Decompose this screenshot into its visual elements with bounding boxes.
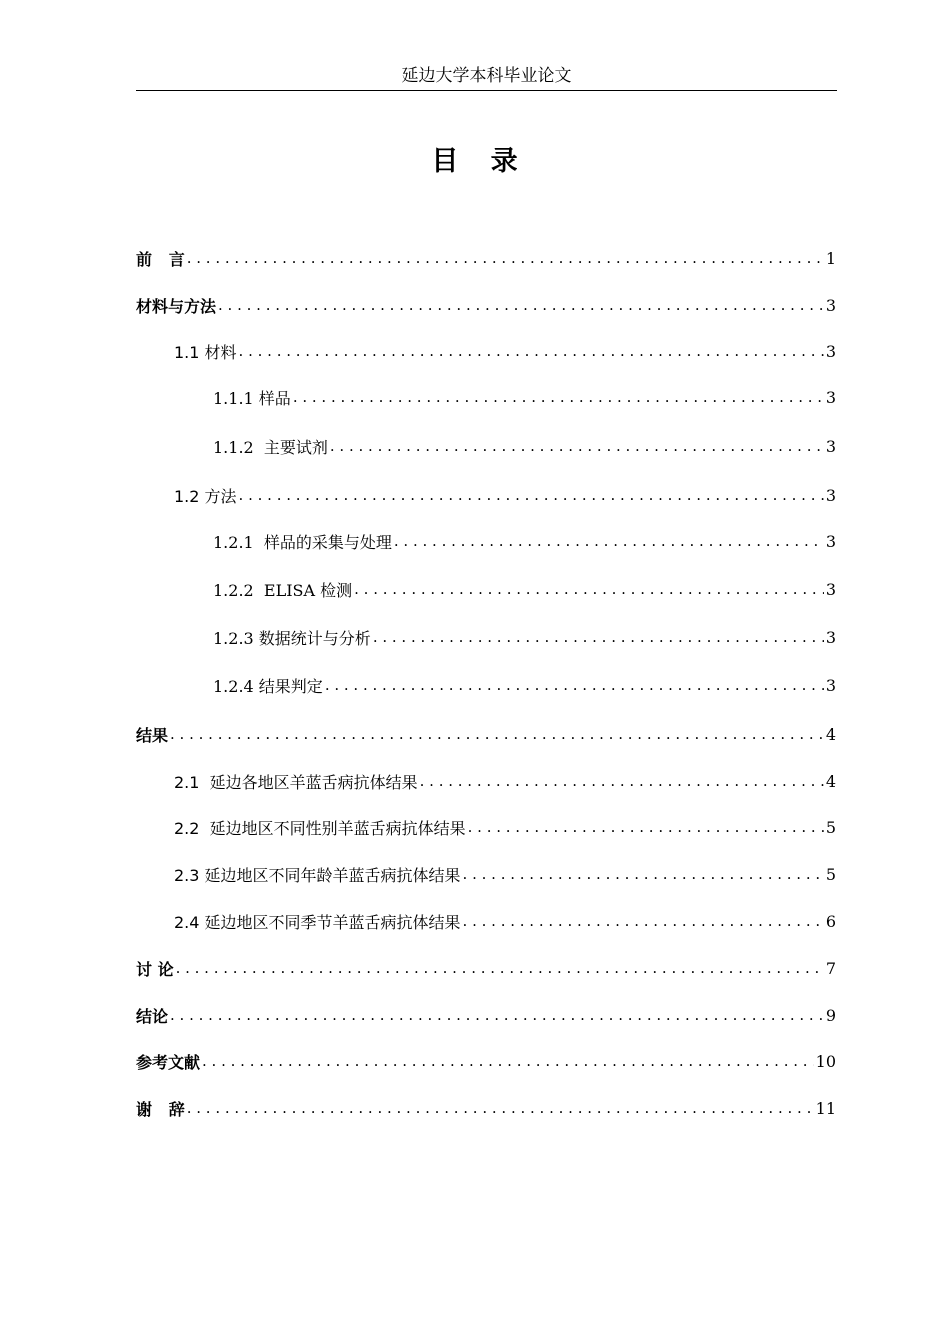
toc-entry-page: 9 <box>825 1005 836 1025</box>
toc-entry-page: 3 <box>825 485 836 505</box>
toc-entry-label: 2.3 延边地区不同年龄羊蓝舌病抗体结果 <box>174 865 461 885</box>
toc-entry-page: 3 <box>825 295 836 315</box>
toc-entry-label: 1.2.1 样品的采集与处理 <box>213 532 392 552</box>
toc-entry-label: 1.1.1 样品 <box>213 388 291 408</box>
toc-entry-page: 3 <box>825 387 836 407</box>
toc-entry-page: 3 <box>825 436 836 456</box>
toc-entry[interactable] <box>136 471 836 519</box>
toc-dot-leader <box>176 944 824 992</box>
toc-entry-page: 3 <box>825 341 836 361</box>
toc-dot-leader <box>325 661 824 709</box>
toc-entry-label: 1.1.2 主要试剂 <box>213 437 328 457</box>
running-header: 延边大学本科毕业论文 <box>401 66 572 86</box>
toc-entry[interactable] <box>136 944 836 992</box>
toc-dot-leader <box>468 803 824 851</box>
toc-dot-leader <box>394 517 824 565</box>
toc-entry-page: 3 <box>825 675 836 695</box>
toc-entry-label: 2.4 延边地区不同季节羊蓝舌病抗体结果 <box>174 912 461 932</box>
toc-entry-label: 参考文献 <box>136 1052 201 1072</box>
toc-entry-page: 1 <box>825 248 836 268</box>
toc-entry[interactable] <box>136 517 836 565</box>
toc-dot-leader <box>239 327 824 375</box>
toc-entry-label: 谢 辞 <box>136 1099 185 1119</box>
toc-entry[interactable] <box>136 661 836 709</box>
toc-dot-leader <box>463 850 824 898</box>
toc-dot-leader <box>373 613 824 661</box>
toc-entry-page: 10 <box>815 1051 836 1071</box>
toc-dot-leader <box>330 422 824 470</box>
toc-entry[interactable] <box>136 1084 836 1132</box>
toc-entry-page: 4 <box>825 771 836 791</box>
toc-entry-label: 结论 <box>136 1006 169 1026</box>
toc-entry-page: 11 <box>815 1098 836 1118</box>
toc-dot-leader <box>187 234 824 282</box>
toc-dot-leader <box>218 281 824 329</box>
toc-entry[interactable] <box>136 281 836 329</box>
toc-dot-leader <box>202 1037 814 1085</box>
toc-entry[interactable] <box>136 850 836 898</box>
toc-dot-leader <box>354 565 824 613</box>
toc-entry-page: 3 <box>825 531 836 551</box>
toc-entry-page: 3 <box>825 627 836 647</box>
toc-entry-label: 讨 论 <box>136 959 174 979</box>
toc-dot-leader <box>170 710 824 758</box>
toc-entry[interactable] <box>136 327 836 375</box>
toc-entry-label: 结果 <box>136 725 169 745</box>
toc-entry-page: 4 <box>825 724 836 744</box>
toc-entry-label: 2.2 延边地区不同性别羊蓝舌病抗体结果 <box>174 818 466 838</box>
toc-entry-label: 前 言 <box>136 249 185 269</box>
toc-entry[interactable] <box>136 757 836 805</box>
toc-entry-label: 1.2.2 ELISA 检测 <box>213 580 353 600</box>
toc-dot-leader <box>187 1084 814 1132</box>
toc-entry[interactable] <box>136 422 836 470</box>
toc-entry-label: 1.2 方法 <box>174 486 237 506</box>
toc-entry[interactable] <box>136 613 836 661</box>
toc-entry-page: 7 <box>825 958 836 978</box>
toc-entry[interactable] <box>136 710 836 758</box>
header-rule <box>136 90 837 91</box>
toc-entry-label: 2.1 延边各地区羊蓝舌病抗体结果 <box>174 772 418 792</box>
toc-dot-leader <box>463 897 824 945</box>
toc-dot-leader <box>239 471 824 519</box>
toc-dot-leader <box>420 757 824 805</box>
toc-entry-label: 1.1 材料 <box>174 342 237 362</box>
toc-entry-page: 5 <box>825 817 836 837</box>
toc-entry-page: 3 <box>825 579 836 599</box>
toc-entry[interactable] <box>136 234 836 282</box>
toc-entry-page: 6 <box>825 911 836 931</box>
toc-entry[interactable] <box>136 803 836 851</box>
toc-entry-page: 5 <box>825 864 836 884</box>
toc-entry[interactable] <box>136 897 836 945</box>
toc-entry[interactable] <box>136 1037 836 1085</box>
toc-entry[interactable] <box>136 565 836 613</box>
page-title: 目 录 <box>431 146 519 177</box>
toc-entry-label: 1.2.3 数据统计与分析 <box>213 628 371 648</box>
toc-dot-leader <box>170 991 824 1039</box>
toc-entry-label: 材料与方法 <box>136 296 217 316</box>
toc-entry[interactable] <box>136 991 836 1039</box>
toc-dot-leader <box>293 373 824 421</box>
toc-entry-label: 1.2.4 结果判定 <box>213 676 323 696</box>
toc-entry[interactable] <box>136 373 836 421</box>
